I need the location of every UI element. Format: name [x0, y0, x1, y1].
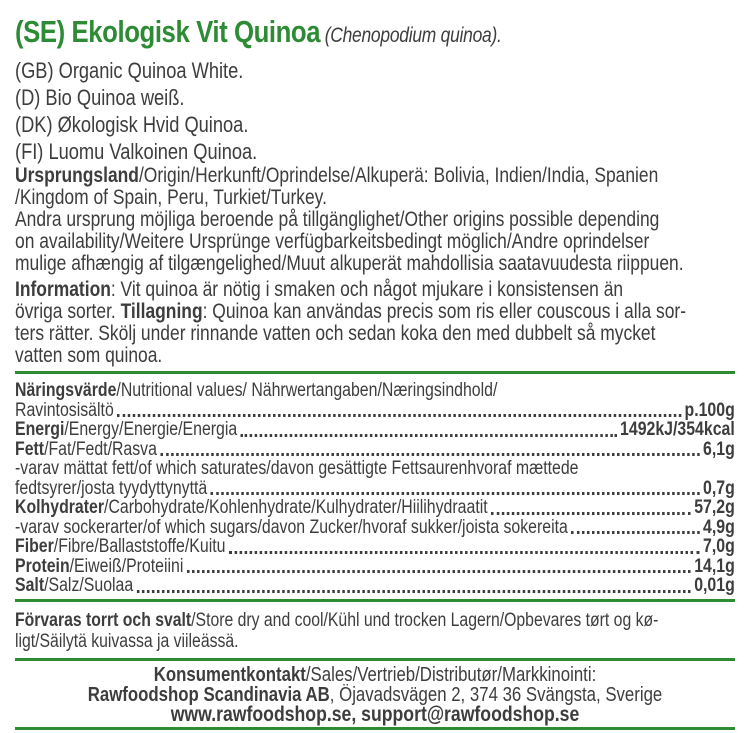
contact-line-2: [73, 685, 678, 705]
dot-leader: [160, 453, 699, 456]
dot-leader: [211, 492, 700, 495]
info-line-2-text: : Quinoa kan användas precis som ris eller couscous i alla sor-: [202, 300, 687, 323]
nutrition-row-energy: [15, 420, 735, 440]
nutrition-header-line-2: [15, 401, 735, 421]
storage-line-2: ligt/Säilytä kuivassa ja viileässä.: [15, 630, 239, 652]
green-divider-middle: [15, 599, 735, 602]
fat-label: Fett: [15, 438, 45, 460]
nutrition-row-sugars: [15, 518, 735, 538]
other-origins-line-3: mulige afhængig af tilgængelighed/Muut alkuperät mahdollisia saatavuudesta riippuen.: [15, 252, 684, 275]
dot-leader: [229, 551, 700, 554]
fat-value: 6,1g: [703, 438, 735, 460]
salt-value: 0,01g: [694, 575, 735, 596]
protein-label: Protein: [15, 555, 70, 577]
sugars-label: -varav sockerarter/of which sugars/davon Zucker/hvoraf sukker/joista sokereita: [15, 516, 568, 538]
company-address: , Öjavadsvägen 2, 374 36 Svängsta, Sverige: [329, 683, 663, 706]
info-line-1-text: : Vit quinoa är nötig i smaken och något mjukare i konsistensen än: [110, 278, 624, 301]
info-line-2: [15, 300, 687, 323]
preparation-label: Tillagning: [120, 300, 203, 323]
storage-line-1-text: /Store dry and cool/Kühl und trocken Lagern/Opbevares tørt og kø-: [191, 609, 659, 631]
contact-line-1-text: /Sales/Vertrieb/Distributør/Markkinointi:: [305, 663, 597, 686]
origin-line-2: /Kingdom of Spain, Peru, Turkiet/Turkey.: [15, 186, 327, 209]
fibre-label-rest: /Fibre/Ballaststoffe/Kuitu: [53, 536, 226, 557]
origin-paragraph: [15, 165, 735, 209]
information-label: Information: [15, 278, 111, 301]
green-divider-top: [15, 371, 735, 374]
saturates-value: 0,7g: [703, 477, 735, 499]
dot-leader: [491, 512, 691, 515]
per-100g-value: p.100g: [684, 399, 735, 421]
storage-line-1: [15, 609, 659, 631]
sugars-value: 4,9g: [703, 516, 735, 538]
origin-line-1: [15, 164, 659, 187]
other-origins-line-2: on availability/Weitere Ursprünge verfügbarkeitsbedingt möglich/Andre oprindelser: [15, 230, 650, 253]
product-name-dk: (DK) Økologisk Hvid Quinoa.: [15, 112, 249, 137]
other-origins-line-1: Andra ursprung möjliga beroende på tillgänglighet/Other origins possible depending: [15, 208, 660, 231]
product-name-gb: (GB) Organic Quinoa White.: [15, 58, 244, 83]
dot-leader: [241, 434, 617, 437]
product-title-swedish: (SE) Ekologisk Vit Quinoa: [15, 14, 321, 49]
energy-label-rest: /Energy/Energie/Energia: [64, 419, 238, 440]
dot-leader: [137, 590, 691, 593]
nutrition-row-saturates-line-1: -varav mättat fett/of which saturates/davon gesättigte Fettsaurenhvoraf mættede: [15, 458, 579, 479]
nutrition-header-line-1: [15, 381, 735, 401]
contact-block: [15, 665, 735, 725]
origin-label: Ursprungsland: [15, 164, 139, 187]
dot-leader: [571, 531, 699, 534]
protein-value: 14,1g: [694, 555, 735, 577]
page-title: [15, 13, 613, 54]
nutrition-row-saturates-line-2: [15, 479, 735, 499]
consumer-contact-label: Konsumentkontakt: [153, 663, 306, 686]
info-line-1: [15, 278, 624, 301]
fat-label-rest: /Fat/Fedt/Rasva: [44, 438, 157, 460]
green-divider-bottom: [15, 727, 735, 730]
carbohydrate-label: Kolhydrater: [15, 497, 105, 518]
nutrition-row-protein: [15, 557, 735, 577]
nutrition-table: [15, 381, 735, 596]
nutrition-row-salt: [15, 576, 735, 596]
fibre-label: Fiber: [15, 536, 54, 557]
other-origins-paragraph: [15, 209, 735, 275]
product-name-fi: (FI) Luomu Valkoinen Quinoa.: [15, 139, 258, 164]
storage-label: Förvaras torrt och svalt: [15, 609, 192, 631]
info-line-4: vatten som quinoa.: [15, 344, 163, 367]
company-name: Rawfoodshop Scandinavia AB: [87, 683, 330, 706]
origin-line-1-text: /Origin/Herkunft/Oprindelse/Alkuperä: Bolivia, Indien/India, Spanien: [138, 164, 659, 187]
nutrition-header-text: /Nutritional values/ Nährwertangaben/Næringsindhold/: [116, 380, 498, 401]
fibre-value: 7,0g: [703, 536, 735, 557]
salt-label: Salt: [15, 575, 45, 596]
storage-paragraph: [15, 610, 735, 652]
nutrition-row-carbohydrate: [15, 498, 735, 518]
nutrition-row-fibre: [15, 537, 735, 557]
energy-value: 1492kJ/354kcal: [620, 419, 735, 440]
contact-line-3: www.rawfoodshop.se, support@rawfoodshop.se: [170, 702, 580, 726]
protein-label-rest: /Eiweiß/Proteiini: [69, 555, 184, 577]
product-name-list: [15, 57, 735, 165]
latin-name: (Chenopodium quinoa).: [320, 24, 502, 47]
dot-leader: [117, 414, 681, 417]
product-name-d: (D) Bio Quinoa weiß.: [15, 85, 185, 110]
information-paragraph: [15, 279, 735, 367]
nutrition-header-label: Näringsvärde: [15, 380, 117, 401]
nutrition-row-fat: [15, 440, 735, 460]
contact-line-1: [73, 665, 678, 685]
salt-label-rest: /Salz/Suolaa: [44, 575, 134, 596]
green-divider-contact-top: [15, 658, 735, 661]
carbohydrate-value: 57,2g: [694, 497, 735, 518]
carbohydrate-label-rest: /Carbohydrate/Kohlenhydrate/Kulhydrater/Hiilihydraatit: [104, 497, 488, 518]
nutrition-header2-label: Ravintosisältö: [15, 399, 114, 421]
info-line-3: ters rätter. Skölj under rinnande vatten och sedan koka den med dubbelt så mycket: [15, 322, 656, 345]
dot-leader: [187, 570, 691, 573]
saturates-label: fedtsyrer/josta tyydyttynyttä: [15, 477, 208, 499]
energy-label: Energi: [15, 419, 65, 440]
info-line-2-pre: övriga sorter.: [15, 300, 121, 323]
